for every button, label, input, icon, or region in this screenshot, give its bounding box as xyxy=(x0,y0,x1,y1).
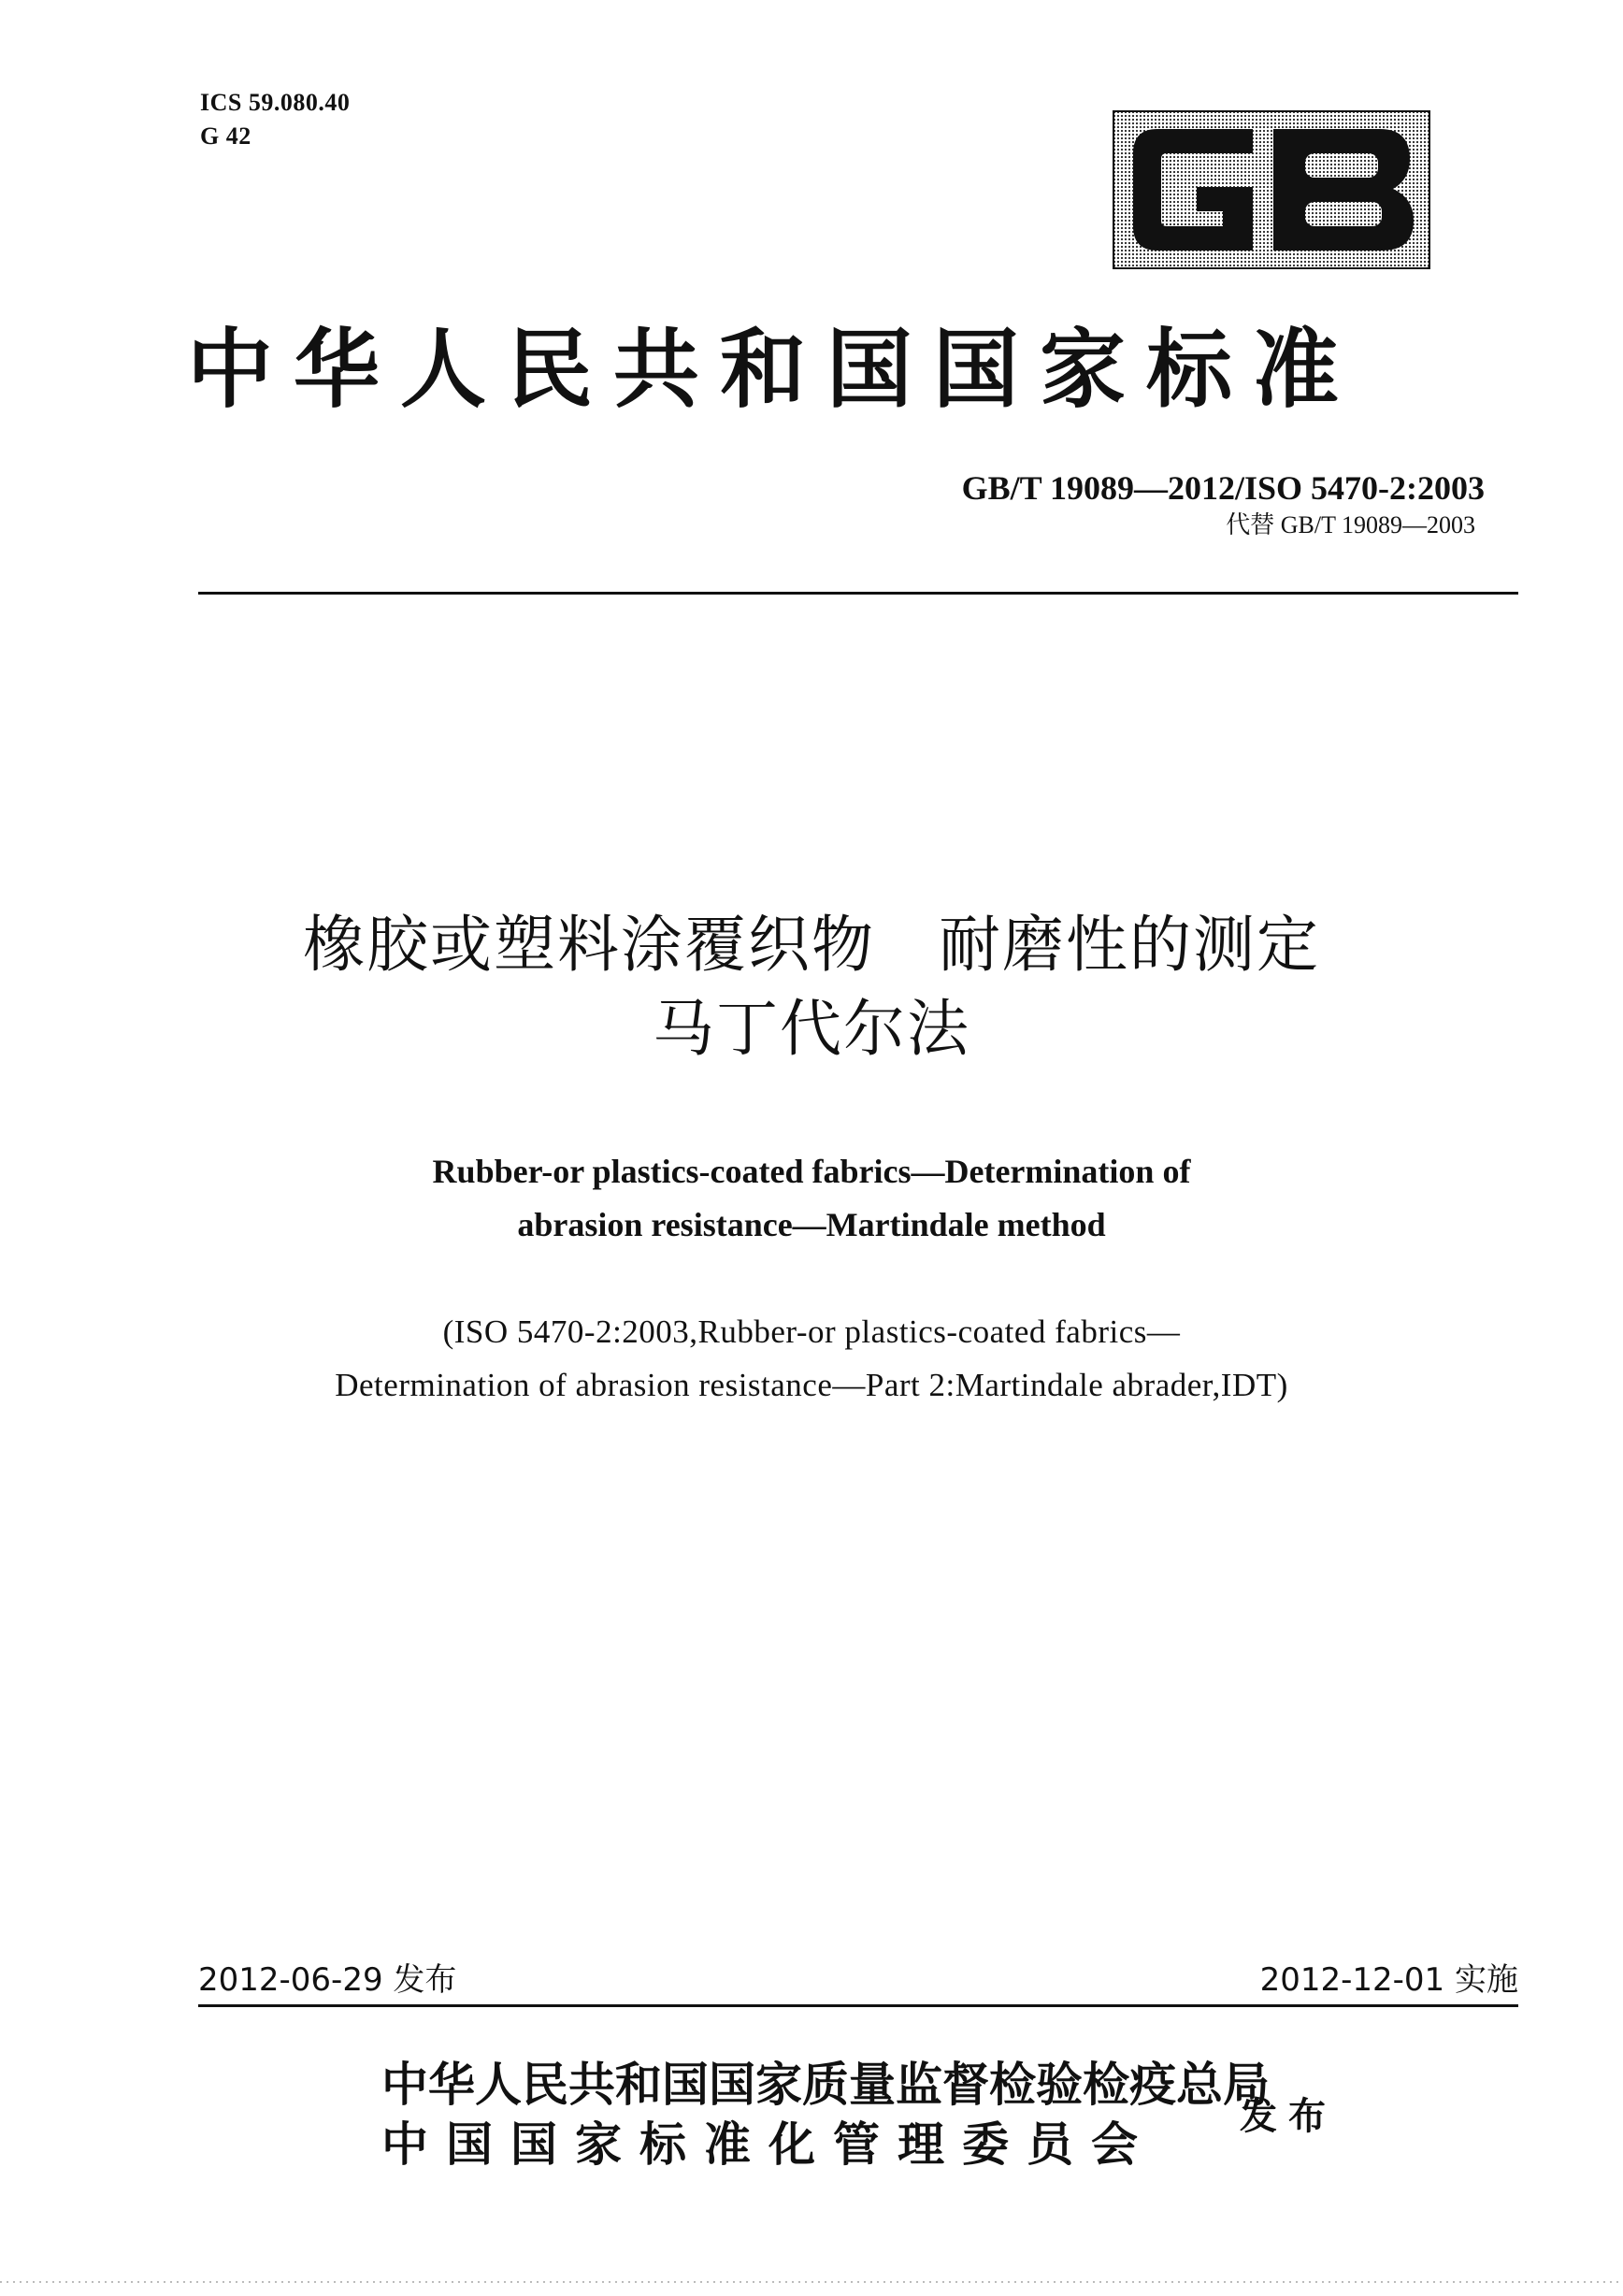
footer-divider xyxy=(198,2004,1518,2007)
ccs-code: G 42 xyxy=(200,122,251,150)
gb-logo xyxy=(1113,110,1430,269)
ics-code: ICS 59.080.40 xyxy=(200,89,351,116)
title-cn-line1: 橡胶或塑料涂覆织物 耐磨性的测定 xyxy=(303,909,1320,981)
national-standard-title: 中华人民共和国国家标准 xyxy=(187,319,1360,420)
issuer-line2: 中国国家标准化管理委员会 xyxy=(381,2117,1156,2172)
title-cn-line2: 马丁代尔法 xyxy=(653,993,970,1065)
iso-reference-line1: (ISO 5470-2:2003,Rubber-or plastics-coated fabrics— xyxy=(442,1313,1181,1350)
title-en-line2: abrasion resistance—Martindale method xyxy=(517,1206,1106,1243)
effective-date: 2012-12-01 实施 xyxy=(1259,1961,1518,1999)
standard-number: GB/T 19089—2012/ISO 5470-2:2003 xyxy=(961,469,1485,507)
issuer-line1: 中华人民共和国国家质量监督检验检疫总局 xyxy=(381,2057,1270,2112)
iso-reference-line2: Determination of abrasion resistance—Part 2:Martindale abrader,IDT) xyxy=(335,1367,1288,1403)
title-en-line1: Rubber-or plastics-coated fabrics—Determination of xyxy=(432,1153,1191,1190)
issued-label: 发布 xyxy=(1240,2094,1337,2138)
classification-codes xyxy=(200,86,350,153)
scan-edge xyxy=(0,2281,1623,2283)
replaces-standard: 代替 GB/T 19089—2003 xyxy=(1226,511,1475,538)
publish-date: 2012-06-29 发布 xyxy=(198,1961,457,1999)
header-divider xyxy=(198,592,1518,595)
